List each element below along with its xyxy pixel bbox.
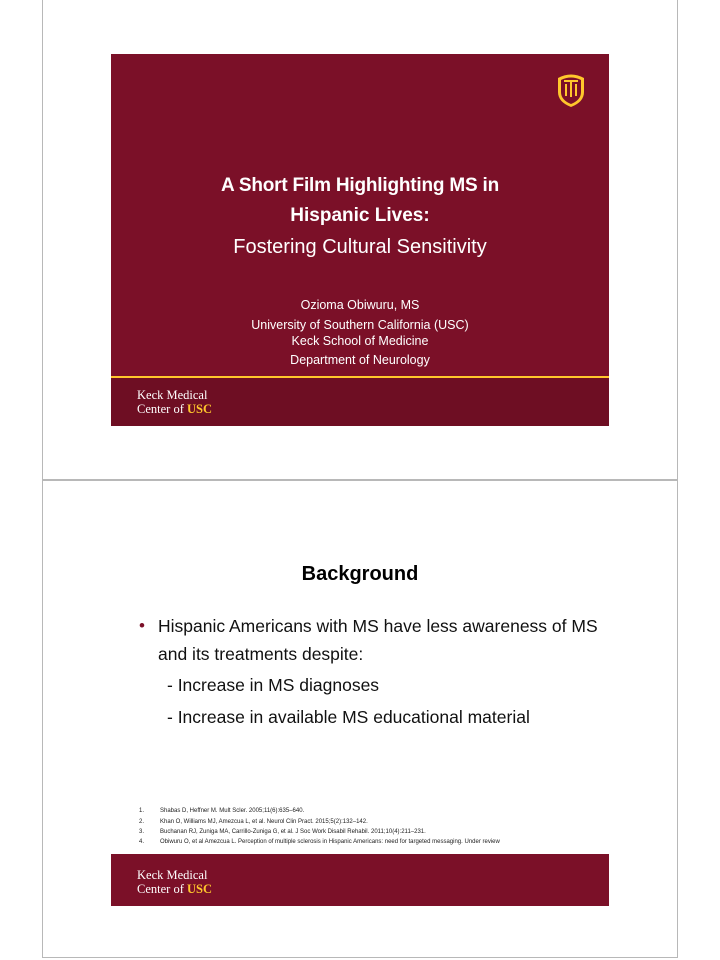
reference-text: Obiwuru O, et al Amezcua L. Perception of multiple sclerosis in Hispanic Americans: need for targeted messaging. Under review bbox=[160, 839, 500, 845]
bullet-text: Hispanic Americans with MS have less awareness of MS and its treatments despite: bbox=[158, 616, 598, 664]
keck-logo bbox=[137, 868, 212, 896]
slide-heading: Background bbox=[301, 563, 419, 585]
logo-prefix: Center of bbox=[137, 882, 187, 896]
logo-usc: USC bbox=[186, 402, 212, 416]
logo-prefix: Center of bbox=[137, 402, 187, 416]
reference-number: 2. bbox=[139, 819, 145, 825]
keck-logo bbox=[137, 388, 212, 416]
reference-item bbox=[139, 819, 368, 825]
sub-bullet-item: - Increase in MS diagnoses bbox=[167, 675, 380, 695]
affiliation-university: University of Southern California (USC) bbox=[251, 318, 469, 332]
reference-text: Khan O, Williams MJ, Amezcua L, et al. Neurol Clin Pract. 2015;5(2):132–142. bbox=[160, 819, 368, 825]
bullet-dot-icon: • bbox=[139, 616, 145, 635]
reference-item bbox=[139, 808, 304, 814]
logo-line-2 bbox=[137, 402, 212, 416]
affiliation-school: Keck School of Medicine bbox=[291, 334, 429, 348]
reference-number: 3. bbox=[139, 829, 145, 835]
author-name: Ozioma Obiwuru, MS bbox=[300, 298, 420, 312]
reference-item bbox=[139, 829, 426, 835]
reference-number: 4. bbox=[139, 839, 145, 845]
sub-bullet-item: - Increase in available MS educational material bbox=[167, 707, 530, 727]
reference-text: Buchanan RJ, Zuniga MA, Carrillo-Zuniga G, et al. J Soc Work Disabil Rehabil. 2011;10(4):211–231. bbox=[160, 829, 426, 835]
affiliation-department: Department of Neurology bbox=[290, 353, 430, 367]
reference-number: 1. bbox=[139, 808, 145, 814]
logo-line-2 bbox=[137, 882, 212, 896]
reference-item bbox=[139, 839, 500, 845]
slide-title-line-2: Hispanic Lives: bbox=[290, 205, 430, 226]
reference-text: Shabas D, Heffner M. Mult Scler. 2005;11(6):635–640. bbox=[160, 808, 305, 814]
background-slide bbox=[111, 530, 609, 906]
usc-seal-icon bbox=[556, 72, 586, 108]
logo-usc: USC bbox=[186, 882, 212, 896]
logo-line-1: Keck Medical bbox=[137, 388, 208, 402]
slide-title-line-1: A Short Film Highlighting MS in bbox=[220, 175, 500, 196]
title-slide bbox=[111, 54, 609, 426]
slide-subtitle: Fostering Cultural Sensitivity bbox=[233, 236, 487, 258]
logo-line-1: Keck Medical bbox=[137, 868, 208, 882]
slide-footer bbox=[111, 378, 609, 426]
slide-footer bbox=[111, 854, 609, 906]
